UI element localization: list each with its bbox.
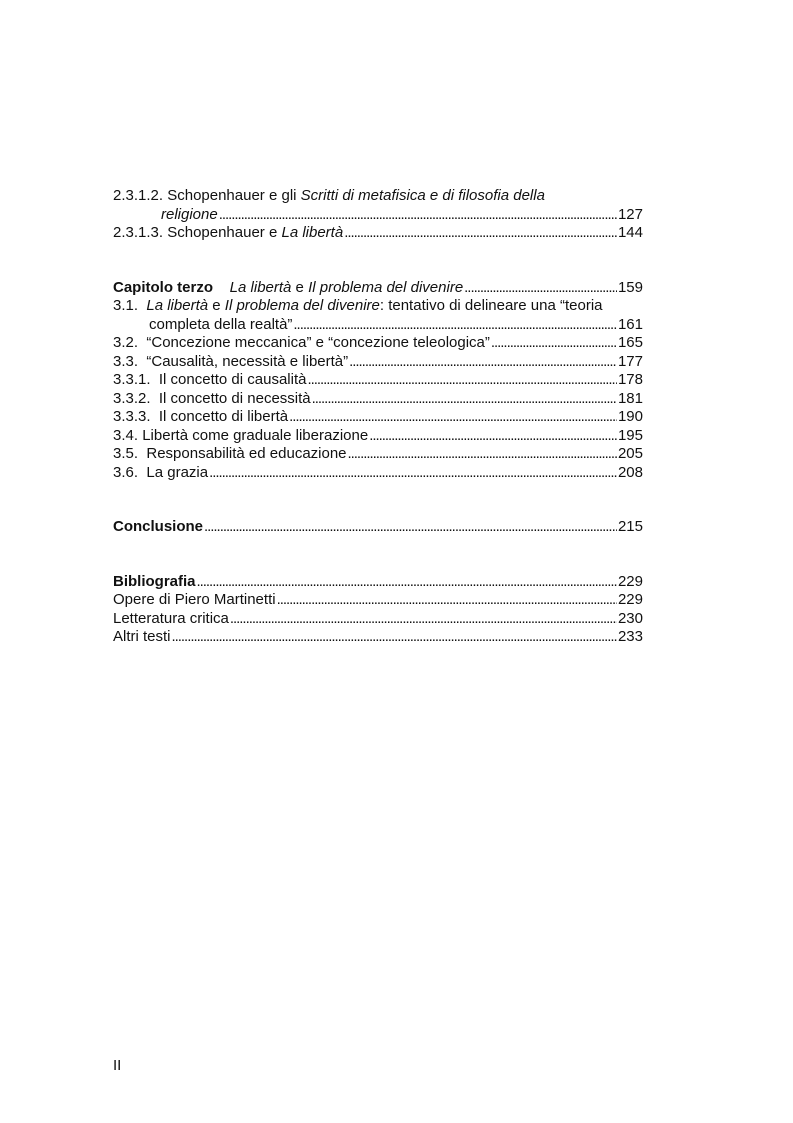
page-number: 165: [617, 334, 643, 351]
page-number: 208: [617, 463, 643, 481]
toc-entry-2-3-1-2-line1: [113, 187, 643, 206]
page-number: 181: [617, 389, 643, 407]
page-number: 233: [617, 628, 643, 645]
entry-text: e: [291, 278, 309, 296]
entry-text: “Concezione meccanica” e “concezione teleologica”: [146, 334, 490, 351]
page-number: 195: [617, 426, 643, 444]
toc-entry-3-5[interactable]: [113, 445, 643, 464]
entry-text: Opere di Piero Martinetti: [113, 591, 276, 608]
toc-chapter-3[interactable]: [113, 279, 643, 298]
toc-altri[interactable]: [113, 628, 643, 647]
toc-conclusione[interactable]: [113, 518, 643, 537]
entry-text: e: [208, 297, 225, 314]
entry-text: Letteratura critica: [113, 609, 229, 627]
page-number: 159: [617, 278, 643, 296]
toc-entry-3-6[interactable]: [113, 464, 643, 483]
entry-number: 3.3.1.: [113, 371, 151, 388]
entry-text: : tentativo di delineare una “teoria: [379, 297, 603, 314]
entry-text: Conclusione: [113, 518, 204, 535]
entry-number: 3.4.: [113, 426, 139, 444]
dot-leader: [491, 334, 617, 353]
dot-leader: [307, 371, 617, 390]
page-number: 190: [617, 408, 643, 425]
entry-italic-title: La libertà: [146, 297, 209, 314]
toc-entry-3-1-line2[interactable]: [113, 316, 643, 335]
dot-leader: [277, 591, 617, 610]
page-number: 215: [617, 518, 643, 535]
dot-leader: [289, 408, 617, 427]
entry-text: Libertà come graduale liberazione: [142, 426, 369, 444]
page-number: 229: [617, 572, 643, 590]
dot-leader: [209, 464, 617, 483]
entry-number: 3.6.: [113, 463, 139, 481]
toc-entry-3-3[interactable]: [113, 353, 643, 372]
entry-number: 3.3.: [113, 352, 139, 370]
entry-text: completa della realtà”: [149, 315, 293, 333]
entry-number: 3.1.: [113, 297, 139, 314]
entry-text: “Causalità, necessità e libertà”: [146, 352, 349, 370]
entry-italic-title: Il problema del divenire: [224, 297, 380, 314]
entry-text: Bibliografia: [113, 572, 196, 590]
table-of-contents: [113, 187, 643, 647]
entry-text: Il concetto di necessità: [158, 389, 311, 407]
toc-opere[interactable]: [113, 591, 643, 610]
entry-text: Schopenhauer e gli: [167, 187, 301, 204]
entry-italic-title: La libertà: [229, 278, 292, 296]
entry-text: Il concetto di causalità: [158, 371, 307, 388]
dot-leader: [312, 390, 617, 409]
entry-text: La grazia: [146, 463, 209, 481]
dot-leader: [349, 353, 617, 372]
toc-entry-2-3-1-2-line2[interactable]: [113, 206, 643, 225]
toc-entry-2-3-1-3[interactable]: [113, 224, 643, 243]
entry-number: 2.3.1.2.: [113, 187, 164, 204]
dot-leader: [219, 206, 617, 225]
entry-text: Il concetto di libertà: [158, 408, 289, 425]
page-number: 161: [617, 315, 643, 333]
toc-entry-3-3-1[interactable]: [113, 371, 643, 390]
footer-page-number: II: [113, 1057, 122, 1074]
dot-leader: [230, 610, 617, 629]
page-number: 144: [617, 224, 643, 241]
dot-leader: [464, 279, 617, 298]
entry-number: 3.5.: [113, 445, 139, 462]
toc-entry-3-3-2[interactable]: [113, 390, 643, 409]
dot-leader: [204, 518, 617, 537]
page-number: 205: [617, 445, 643, 462]
toc-entry-3-3-3[interactable]: [113, 408, 643, 427]
entry-number: 3.2.: [113, 334, 139, 351]
page-number: 178: [617, 371, 643, 388]
entry-number: 2.3.1.3.: [113, 224, 164, 241]
toc-entry-3-1-line1: [113, 297, 643, 316]
page-number: 230: [617, 609, 643, 627]
dot-leader: [344, 224, 617, 243]
entry-number: 3.3.2.: [113, 389, 151, 407]
dot-leader: [172, 628, 617, 647]
page-number: 177: [617, 352, 643, 370]
page-number: 229: [617, 591, 643, 608]
entry-italic-title: religione: [161, 205, 218, 223]
toc-bibliografia[interactable]: [113, 573, 643, 592]
chapter-label: Capitolo terzo: [113, 278, 213, 296]
toc-letteratura[interactable]: [113, 610, 643, 629]
toc-entry-3-4[interactable]: [113, 427, 643, 446]
toc-entry-3-2[interactable]: [113, 334, 643, 353]
page-number: 127: [617, 205, 643, 223]
dot-leader: [197, 573, 617, 592]
entry-italic-title: La libertà: [281, 224, 344, 241]
dot-leader: [293, 316, 617, 335]
entry-text: Altri testi: [113, 628, 171, 645]
entry-number: 3.3.3.: [113, 408, 151, 425]
dot-leader: [369, 427, 617, 446]
dot-leader: [348, 445, 617, 464]
entry-italic-title: Il problema del divenire: [308, 278, 464, 296]
entry-text: Schopenhauer e: [167, 224, 282, 241]
entry-text: Responsabilità ed educazione: [146, 445, 347, 462]
entry-italic-title: Scritti di metafisica e di filosofia della: [300, 187, 545, 204]
